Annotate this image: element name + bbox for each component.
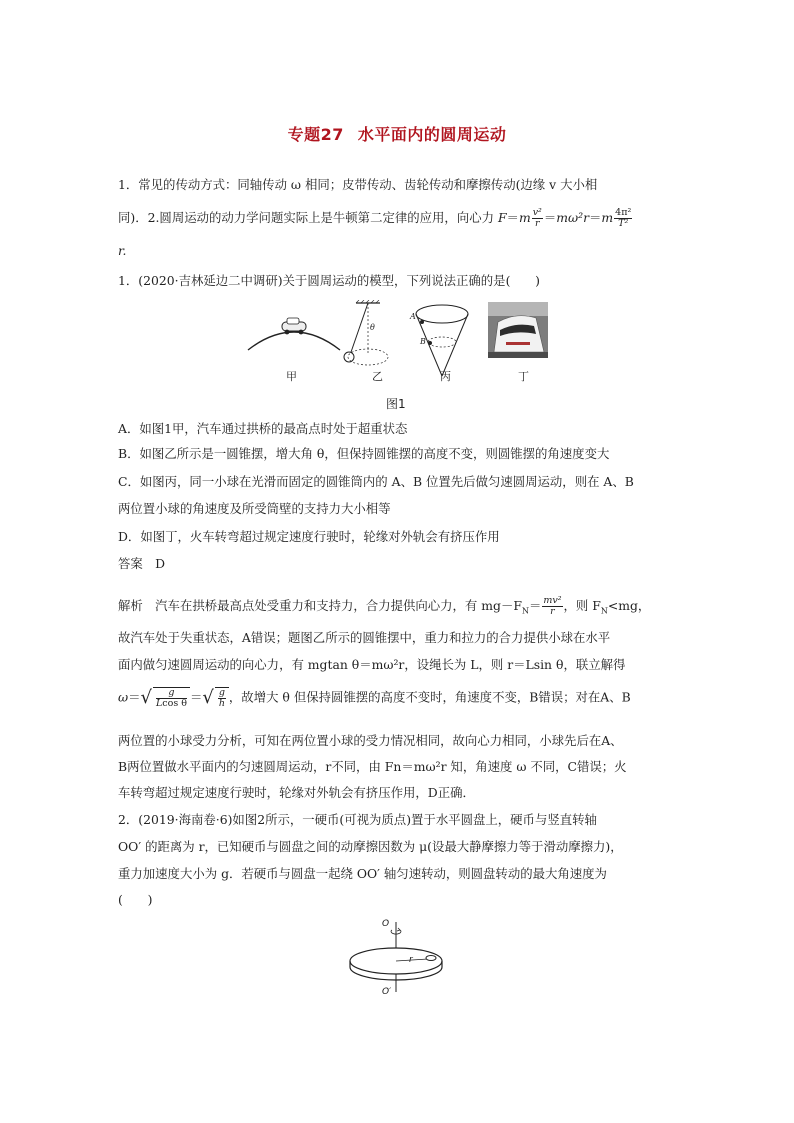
title-text: 水平面内的圆周运动: [357, 125, 507, 144]
intro-line-2-text: 同)．2.圆周运动的动力学问题实际上是牛顿第二定律的应用，向心力: [118, 210, 498, 225]
q2-line-3: 重力加速度大小为 g．若硬币与圆盘一起绕 OO′ 轴匀速转动，则圆盘转动的最大角速度为: [118, 866, 607, 881]
analysis-1c: <mg，: [607, 598, 651, 613]
svg-text:B: B: [420, 337, 426, 346]
q1-analysis-1: 解析 汽车在拱桥最高点处受重力和支持力，合力提供向心力，有 $mg-F_N=$ $\frac{\text{mv²}}{r}$ ，则 $F_N<mg$，: [118, 595, 651, 617]
coin: [426, 956, 436, 961]
q2-line-1: 2．(2019·海南卷·6)如图2所示，一硬币(可视为质点)置于水平圆盘上，硬币与竖直转轴: [118, 812, 597, 827]
analysis-1a: 解析 汽车在拱桥最高点处受重力和支持力，合力提供向心力，有 mg－F: [118, 598, 522, 613]
q1-option-c-1: C．如图丙，同一小球在光滑而固定的圆锥筒内的 A、B 位置先后做匀速圆周运动，则在 A、B: [118, 474, 634, 489]
q1-analysis-7: 车转弯超过规定速度行驶时，轮缘对外轨会有挤压作用，D正确．: [118, 785, 475, 800]
q1-option-d: D．如图丁，火车转弯超过规定速度行驶时，轮缘对外轨会有挤压作用: [118, 529, 500, 544]
q1-analysis-2: 故汽车处于失重状态，A错误；题图乙所示的圆锥摆中，重力和拉力的合力提供小球在水平: [118, 630, 611, 645]
intro-line-1: 1．常见的传动方式：同轴传动 ω 相同；皮带传动、齿轮传动和摩擦传动(边缘 v 大小相: [118, 177, 598, 192]
cone-diagram: [409, 305, 468, 376]
q1-stem: 1．(2020·吉林延边二中调研)关于圆周运动的模型，下列说法正确的是( ): [118, 273, 541, 288]
fig2-label-o-prime: O′: [382, 987, 392, 997]
fig1-label-yi: 乙: [372, 370, 383, 383]
q2-line-4: ( ): [118, 892, 153, 907]
fig2-label-r: r: [409, 955, 413, 965]
fig1-caption: 图1: [386, 397, 406, 411]
q1-option-c-2: 两位置小球的角速度及所受筒壁的支持力大小相等: [118, 501, 391, 516]
q1-analysis-4: ω＝√ $\frac{g}{\text{Lcos θ}}$ ＝√ $\frac{g}{h}$ ，故增大 θ 但保持圆锥摆的高度不变时，角速度不变，B错误；对在A、B: [118, 687, 631, 709]
arch-bridge: [248, 332, 340, 350]
analysis-4b: ，故增大 θ 但保持圆锥摆的高度不变时，角速度不变，B错误；对在A、B: [228, 689, 631, 705]
q1-answer: 答案 D: [118, 556, 166, 571]
fig1-label-bing: 丙: [440, 370, 451, 383]
analysis-1b: ，则 F: [563, 598, 601, 613]
svg-text:θ: θ: [370, 323, 375, 332]
svg-text:A: A: [410, 312, 416, 321]
q1-option-a: A．如图1甲，汽车通过拱桥的最高点时处于超重状态: [118, 421, 408, 436]
q1-analysis-3: 面内做匀速圆周运动的向心力，有 mgtan θ＝mω²r，设绳长为 L，则 r＝Lsin θ，联立解得: [118, 657, 626, 672]
page-title: [0, 122, 794, 145]
title-number: 专题27: [287, 125, 344, 144]
train-photo: [488, 302, 548, 358]
fig2-label-o: O: [382, 919, 390, 929]
fig1-label-ding: 丁: [518, 370, 529, 383]
q1-analysis-6: B两位置做水平面内的匀速圆周运动，r不同，由 Fn＝mω²r 知，角速度 ω 不同，C错误；火: [118, 759, 627, 774]
figure-2: [340, 918, 450, 1000]
intro-line-2: 同)．2.圆周运动的动力学问题实际上是牛顿第二定律的应用，向心力 F＝m $\frac{\text{v²}}{r}$ ＝mω²r＝m $\frac{\text{4π²}}{\text{T²}}$: [118, 207, 632, 229]
q1-option-b: B．如图乙所示是一圆锥摆，增大角 θ，但保持圆锥摆的高度不变，则圆锥摆的角速度变大: [118, 446, 610, 461]
fig1-label-jia: 甲: [286, 370, 297, 383]
conical-pendulum: [344, 300, 388, 365]
q2-line-2: OO′ 的距离为 r，已知硬币与圆盘之间的动摩擦因数为 μ(设最大静摩擦力等于滑动摩擦力)，: [118, 839, 623, 854]
q1-analysis-5: 两位置的小球受力分析，可知在两位置小球的受力情况相同，故向心力相同，小球先后在A、: [118, 733, 623, 748]
intro-line-3: r.: [118, 243, 127, 258]
